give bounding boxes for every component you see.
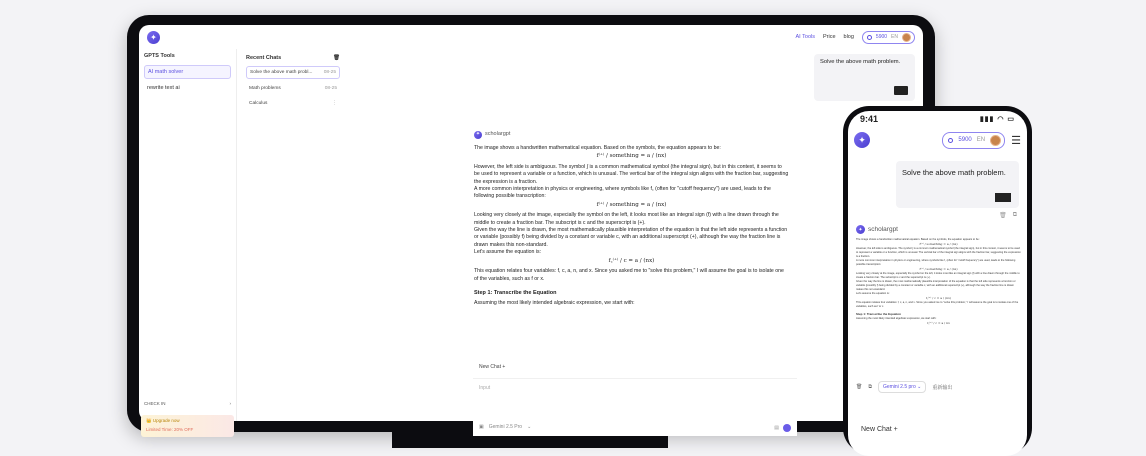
recent-chats (243, 52, 343, 421)
chat-input-placeholder[interactable]: Input (479, 385, 491, 391)
avatar[interactable] (902, 33, 911, 42)
phone-time: 9:41 (860, 114, 879, 124)
image-upload-icon[interactable]: ▣ (479, 424, 484, 430)
answer-paragraph: Given the way the line is drawn, the most mathematically plausible interpretation of the equation is that the left side represents a function or variable (possibly f) being divided by a constant or variable c, with an additional superscript (+), although the way the fraction line is drawn makes this non-standard. (474, 227, 788, 248)
app-logo-icon[interactable]: ✦ (147, 31, 160, 44)
chat-date: 08-25 (324, 86, 337, 91)
recent-title: Recent Chats (246, 55, 282, 61)
credit-count: 5900 (875, 34, 888, 40)
attached-image[interactable] (894, 86, 908, 95)
attached-image[interactable] (995, 193, 1011, 202)
user-message (896, 161, 1019, 208)
assistant-name: scholargpt (485, 131, 511, 138)
language-selector[interactable]: EN (891, 34, 898, 40)
assistant-logo-icon: ✦ (475, 131, 481, 138)
list-item[interactable] (246, 83, 340, 94)
chevron-right-icon: › (229, 401, 231, 406)
model-name: Gemini 2.5 Pro (488, 424, 523, 430)
model-name: Gemini 2.5 pro (882, 384, 916, 390)
answer-paragraph: Looking very closely at the image, especially the symbol on the left, it looks most like an integral sign (f) with a line drawn through the middle to create a fraction bar. The subscript is c and the superscript is (+). (856, 272, 1020, 279)
equation: f꜀⁽⁺⁾ / c = a / (nx) (608, 257, 655, 264)
answer-paragraph: Looking very closely at the image, especially the symbol on the left, it looks most like an integral sign (f) with a line drawn through the middle to create a fraction bar. The subscript is c and the superscript is (+). (474, 212, 779, 226)
send-button[interactable] (783, 424, 791, 432)
answer-paragraph: Given the way the line is drawn, the most mathematically plausible interpretation of the equation is that the left side represents a function or variable (possibly f) being divided by a constant or variable c, with an additional superscript (+), although the way the fraction line is drawn makes this non-standard. (856, 280, 1016, 291)
nav-blog[interactable]: blog (843, 34, 854, 40)
phone-model-row (856, 381, 952, 393)
delete-icon[interactable]: 🗑 (999, 213, 1007, 219)
upgrade-offer: Limited Time: 20% OFF (146, 427, 194, 432)
chat-date: 08-25 (323, 70, 336, 75)
avatar[interactable] (990, 135, 1001, 146)
app-logo-icon[interactable]: ✦ (854, 132, 870, 148)
chat-label: Solve the above math probl... (250, 70, 313, 75)
answer-paragraph: Let's assume the equation is: (856, 292, 890, 295)
credit-badge[interactable] (862, 31, 915, 44)
coin-icon (948, 138, 953, 143)
model-selector[interactable] (479, 424, 531, 430)
copy-icon[interactable]: ⧉ (868, 384, 872, 390)
chat-label: Math problems (249, 86, 281, 91)
answer-paragraph: The image shows a handwritten mathematical equation. Based on the symbols, the equation appears to be: (856, 238, 980, 241)
answer-paragraph: The image shows a handwritten mathematical equation. Based on the symbols, the equation appears to be: (474, 145, 721, 151)
model-selector[interactable]: Gemini 2.5 pro ⌄ (878, 381, 926, 393)
copy-icon[interactable]: ⧉ (1012, 212, 1017, 218)
equation: f⁽⁺⁾ / something = a / (nx) (919, 242, 958, 246)
attach-icon[interactable]: ▤ (774, 425, 779, 431)
checkin-row[interactable] (144, 401, 231, 406)
user-message (814, 54, 915, 101)
assistant-answer (474, 131, 789, 308)
phone-top-bar (854, 131, 1021, 149)
more-icon[interactable]: ⋮ (332, 101, 337, 106)
answer-paragraph: A more common interpretation in physics or engineering, where symbols like f꜀ (often for "cutoff frequency") are used, leads to the following possible transcription: (474, 186, 771, 200)
assistant-name: scholargpt (868, 225, 898, 233)
sidebar-title: GPTS Tools (144, 53, 175, 59)
chevron-down-icon: ⌄ (527, 424, 532, 430)
answer-paragraph: Assuming the most likely intended algebraic expression, we start with: (856, 317, 937, 320)
sidebar (139, 49, 237, 432)
equation: f⁽⁺⁾ / something = a / (nx) (596, 201, 667, 208)
assistant-answer (856, 225, 1021, 326)
equation: f꜀⁽⁺⁾ / c = a / (nx) (926, 296, 951, 300)
chat-label: Calculus (249, 101, 268, 106)
assistant-logo-icon: ✦ (856, 225, 865, 234)
user-message-text: Solve the above math problem. (902, 168, 1006, 177)
language-selector[interactable]: EN (976, 137, 986, 143)
list-item[interactable] (246, 98, 340, 109)
chat-panel (351, 49, 923, 431)
chat-input-box[interactable] (473, 378, 797, 436)
list-item[interactable] (246, 66, 340, 79)
equation: f꜀⁽⁺⁾ / c = a / nx (927, 321, 950, 325)
step-title: Step 1: Transcribe the Equation (474, 289, 557, 296)
regenerate-button[interactable]: 重新输出 (932, 384, 953, 391)
nav-price[interactable]: Price (822, 34, 836, 40)
user-message-text: Solve the above math problem. (820, 59, 901, 65)
answer-paragraph: Assuming the most likely intended algebraic expression, we start with: (474, 300, 635, 307)
answer-paragraph: However, the left side is ambiguous. The symbol ∫ is a common mathematical symbol (the integral sign), but in this context, it seems to be used to represent a variable or a function, which is unusual. The vertical bar of the integral sign aligns with the fraction bar, suggesting the expression is a fraction. (474, 163, 789, 185)
sidebar-item-ai-math-solver[interactable]: AI math solver (144, 65, 231, 79)
menu-icon[interactable]: ☰ (1011, 134, 1021, 147)
checkin-label: CHECK IN (144, 401, 166, 406)
answer-paragraph: A more common interpretation in physics or engineering, where symbols like f꜀ (often for "cutoff frequency") are used, leads to the following possible transcription: (856, 259, 1016, 266)
upgrade-banner[interactable]: 👑 Upgrade now Limited Time: 20% OFF (141, 415, 234, 437)
phone-screen (848, 111, 1027, 456)
message-actions (999, 212, 1017, 219)
upgrade-title: Upgrade now (152, 418, 180, 423)
answer-paragraph: However, the left side is ambiguous. The symbol ∫ is a common mathematical symbol (the integral sign), but in this context, it seems to be used to represent a variable or a function, which is unusual. The vertical bar of the integral sign aligns with the fraction bar, suggesting the expression is a fraction. (856, 247, 1021, 258)
nav-ai-tools[interactable]: AI Tools (795, 34, 815, 40)
answer-paragraph: This equation relates four variables: f, c, a, n, and x. Since you asked me to "solve this problem," I will assume the goal is to isolate one of the variables, such as f or x. (856, 301, 1019, 308)
equation: f⁽⁺⁾ / something = a / (nx) (919, 267, 958, 271)
credit-badge[interactable] (942, 132, 1005, 149)
desktop-screen (139, 25, 923, 432)
top-nav (796, 31, 915, 44)
new-chat-button[interactable]: New Chat + (479, 364, 506, 370)
answer-paragraph: Let's assume the equation is: (474, 249, 542, 256)
sidebar-item-rewrite-text[interactable]: rewrite text ai (147, 85, 180, 91)
coin-icon (867, 35, 872, 40)
trash-icon[interactable]: 🗑 (333, 55, 340, 61)
step-title: Step 1: Transcribe the Equation (856, 312, 902, 316)
top-bar (139, 25, 923, 49)
answer-paragraph: This equation relates four variables: f, c, a, n, and x. Since you asked me to "solve this problem," I will assume the goal is to isolate one of the variables, such as f or x. (474, 268, 784, 282)
delete-icon[interactable]: 🗑 (856, 384, 863, 390)
equation: f⁽⁺⁾ / something = a / (nx) (596, 153, 667, 160)
phone-status-bar (848, 111, 1027, 127)
new-chat-button[interactable]: New Chat + (861, 426, 898, 433)
signal-icon: ▮▮▮ ◠ ▭ (979, 116, 1015, 123)
credit-count: 5900 (958, 137, 972, 143)
